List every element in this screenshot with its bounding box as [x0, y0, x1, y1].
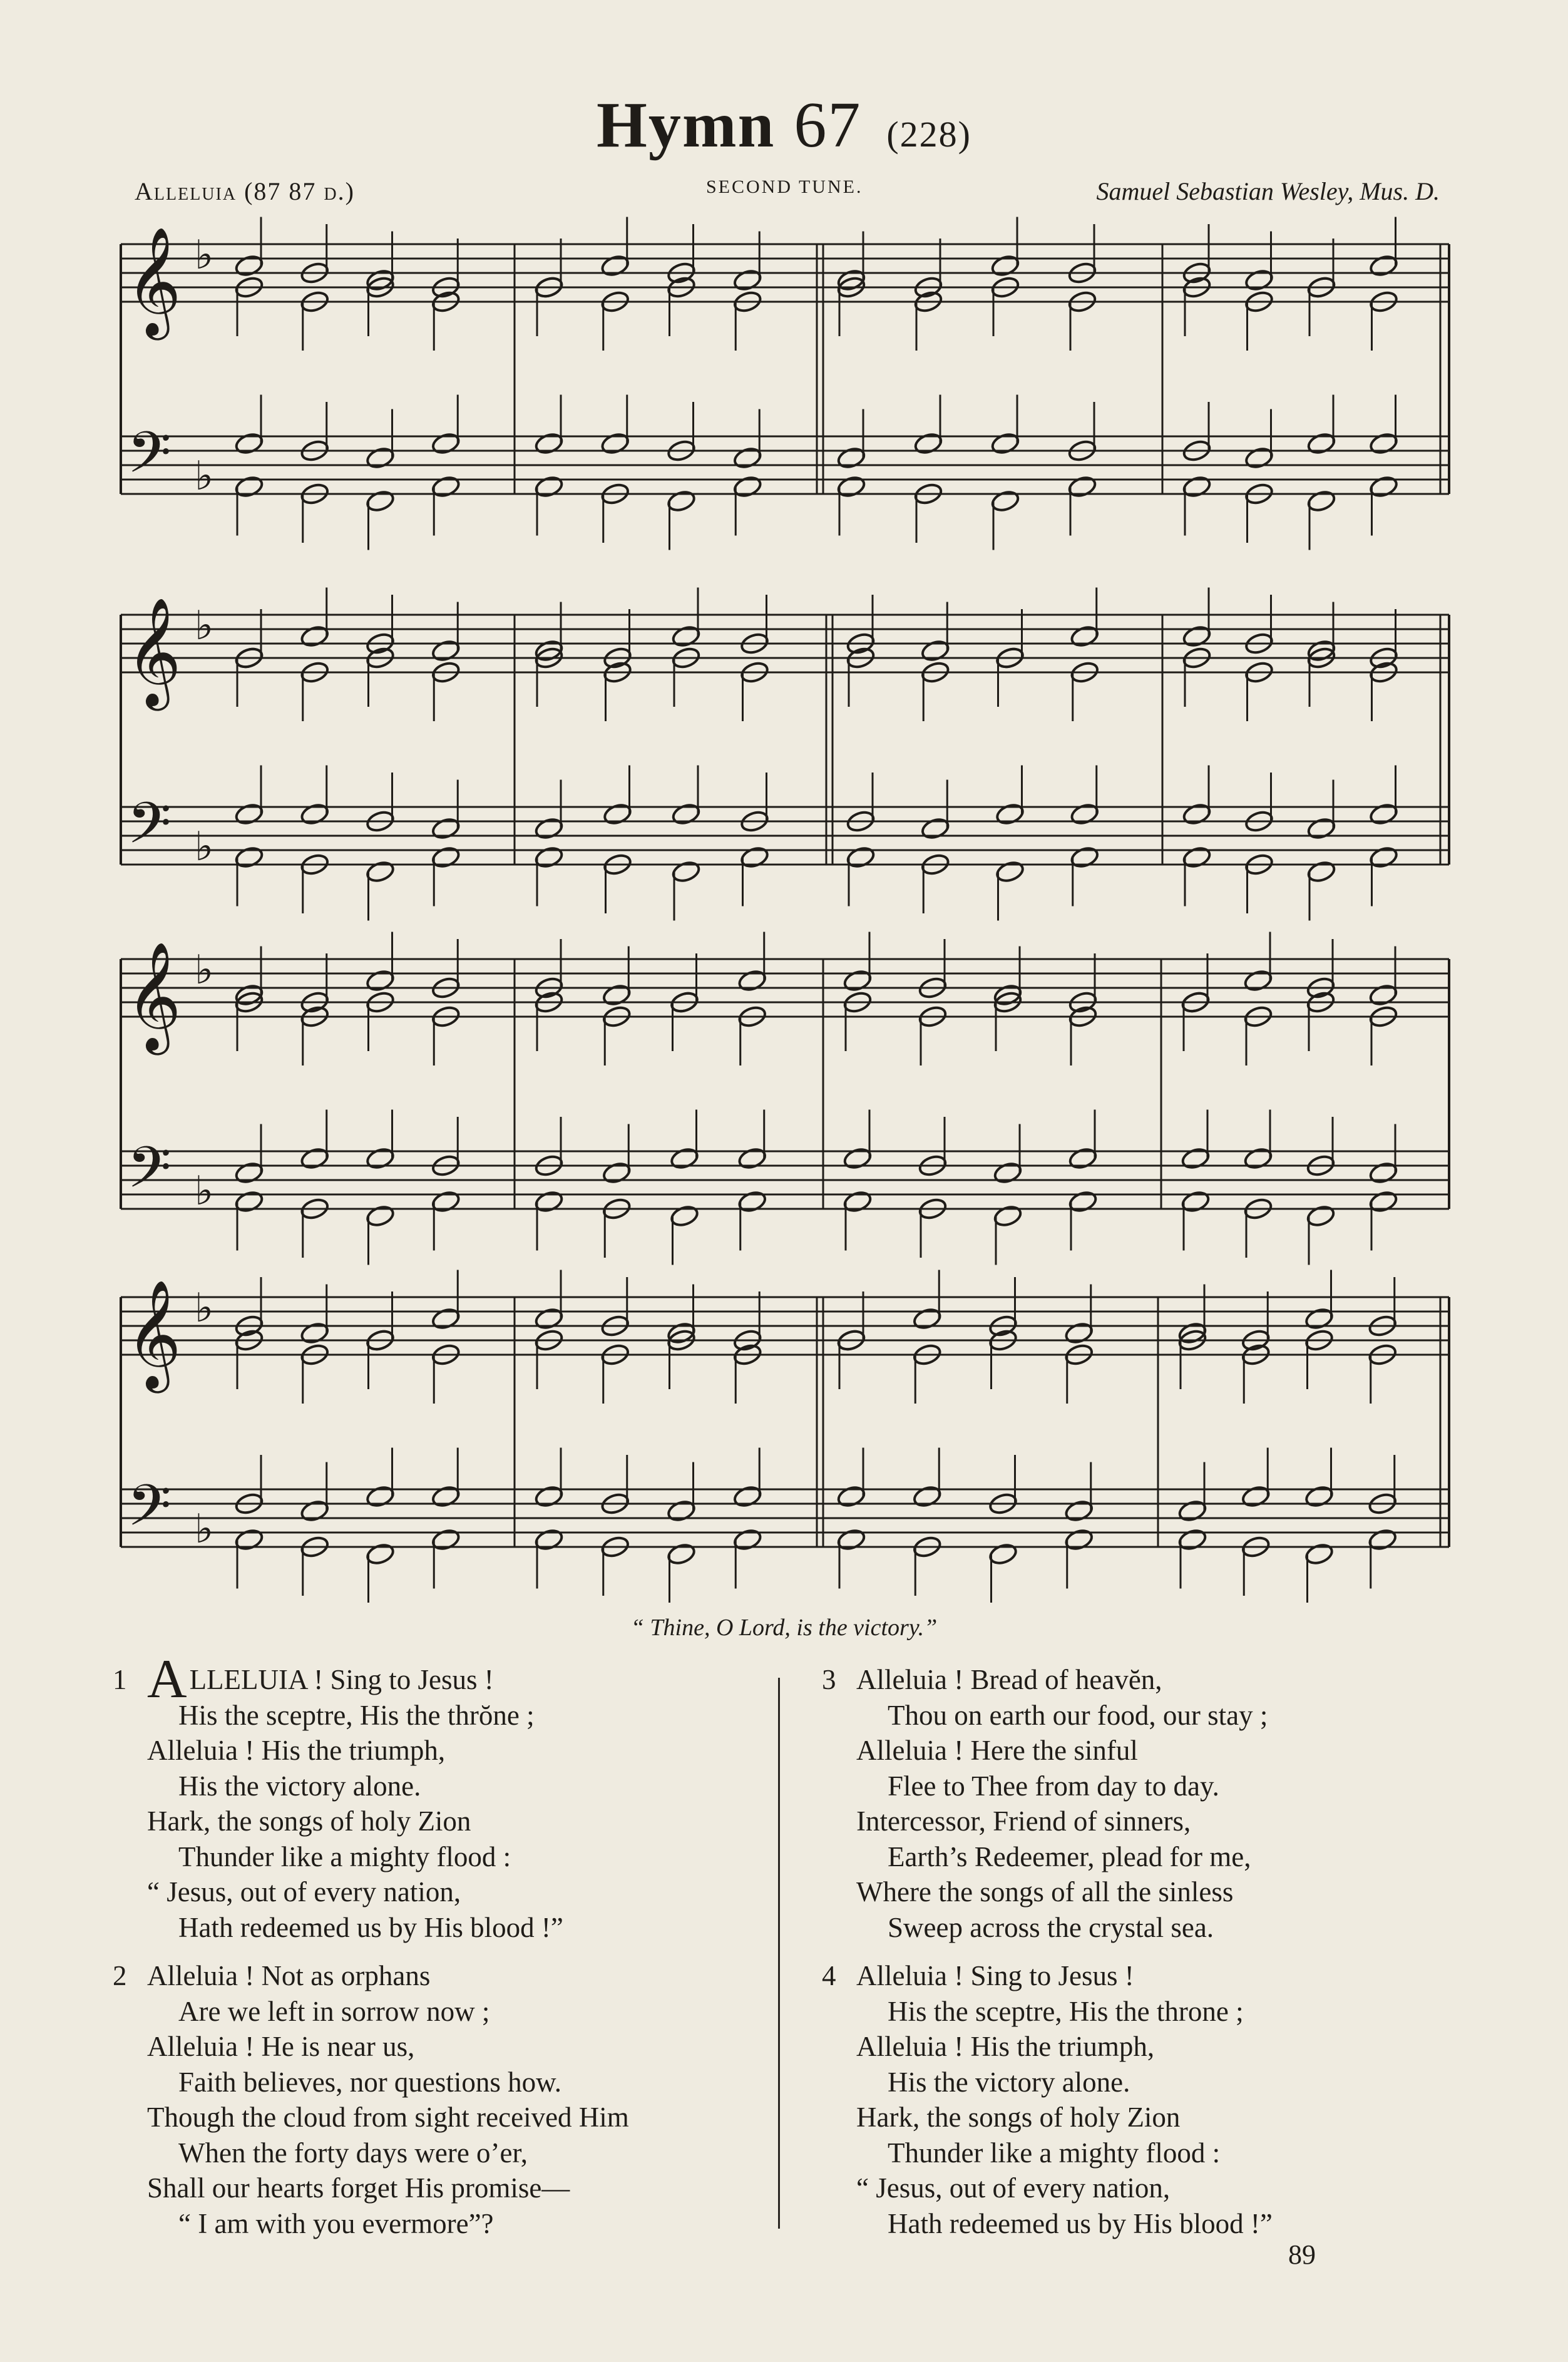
- verse-4: [822, 1958, 1273, 2241]
- note-head: [431, 1307, 461, 1331]
- treble-clef-icon: 𝄞: [126, 597, 182, 706]
- note-head: [1368, 983, 1398, 1007]
- column-divider: [778, 1678, 780, 2229]
- note-head: [1177, 1499, 1207, 1523]
- tune-label: SECOND TUNE.: [706, 177, 863, 197]
- note-head: [534, 1484, 564, 1509]
- verse-1: [113, 1649, 563, 1945]
- note-head: [912, 1307, 942, 1331]
- verse-line: ALLELUIA ! Sing to Jesus !: [147, 1649, 494, 1710]
- note-head: [300, 1146, 330, 1171]
- note-head: [737, 1146, 767, 1171]
- note-head: [431, 1189, 461, 1214]
- note-head: [1306, 816, 1336, 841]
- verse-2: [113, 1958, 629, 2241]
- verse-line: Hark, the songs of holy Zion: [856, 2102, 1181, 2133]
- verse-line: His the victory alone.: [888, 2066, 1130, 2098]
- note-head: [995, 802, 1025, 826]
- note-head: [843, 1189, 873, 1214]
- note-head: [1368, 475, 1398, 499]
- verse-line: “ Jesus, out of every nation,: [147, 1876, 461, 1908]
- note-head: [1244, 268, 1274, 292]
- note-head: [1306, 860, 1336, 884]
- note-head: [1243, 968, 1273, 993]
- note-head: [990, 489, 1020, 513]
- flat-icon: ♭: [195, 1285, 214, 1332]
- note-head: [431, 1528, 461, 1552]
- note-head: [431, 845, 461, 870]
- note-head: [912, 1484, 942, 1509]
- page-number: 89: [1288, 2239, 1316, 2270]
- note-head: [846, 845, 876, 870]
- note-head: [1068, 1189, 1098, 1214]
- note-head: [1243, 1146, 1273, 1171]
- note-head: [534, 1189, 564, 1214]
- alt-number: (228): [886, 114, 971, 155]
- note-head: [431, 431, 461, 456]
- note-head: [1244, 446, 1274, 470]
- note-head: [234, 1161, 264, 1185]
- note-head: [365, 1484, 395, 1509]
- verse-line: Hark, the songs of holy Zion: [147, 1805, 471, 1837]
- note-head: [1306, 1204, 1336, 1228]
- note-head: [1181, 1189, 1211, 1214]
- composer: Samuel Sebastian Wesley, Mus. D.: [1096, 177, 1440, 205]
- verse-line: Alleluia ! Not as orphans: [147, 1960, 431, 1991]
- note-head: [365, 860, 395, 884]
- note-head: [234, 802, 264, 826]
- flat-icon: ♭: [195, 603, 214, 649]
- note-head: [365, 968, 395, 993]
- verse-line: “ I am with you evermore”?: [178, 2207, 494, 2239]
- verse-line: Alleluia ! Sing to Jesus !: [856, 1960, 1134, 1991]
- tune-name: Alleluia (87 87 d.): [135, 177, 355, 205]
- note-head: [1306, 431, 1336, 456]
- note-head: [1181, 1146, 1211, 1171]
- note-head: [534, 1307, 564, 1331]
- flat-icon: ♭: [195, 824, 214, 870]
- note-head: [600, 431, 630, 456]
- note-head: [732, 446, 762, 470]
- note-head: [995, 860, 1025, 884]
- note-head: [1304, 1542, 1334, 1566]
- note-head: [1304, 1307, 1334, 1331]
- note-head: [671, 802, 701, 826]
- note-head: [365, 1204, 395, 1228]
- treble-clef-icon: 𝄞: [126, 227, 182, 336]
- note-head: [234, 845, 264, 870]
- verse-3: [822, 1662, 1268, 1945]
- verse-line: Though the cloud from sight received Him: [147, 2102, 629, 2133]
- note-head: [732, 475, 762, 499]
- verse-line: Alleluia ! Bread of heavĕn,: [856, 1664, 1162, 1695]
- note-head: [234, 475, 264, 499]
- verse-line: Where the songs of all the sinless: [856, 1876, 1234, 1908]
- verse-line: Hath redeemed us by His blood !”: [888, 2207, 1273, 2239]
- note-head: [534, 431, 564, 456]
- note-head: [1368, 802, 1398, 826]
- note-head: [1070, 802, 1100, 826]
- note-head: [920, 639, 950, 663]
- verse-line: Thou on earth our food, our stay ;: [888, 1699, 1268, 1731]
- note-head: [431, 475, 461, 499]
- verse-line: His the victory alone.: [178, 1770, 421, 1802]
- note-head: [534, 1528, 564, 1552]
- bass-clef-icon: 𝄢: [127, 1134, 172, 1214]
- flat-icon: ♭: [195, 1168, 214, 1214]
- note-head: [1368, 1528, 1398, 1552]
- note-head: [1368, 431, 1398, 456]
- note-head: [1304, 1484, 1334, 1509]
- drop-cap: A: [147, 1649, 187, 1710]
- verse-line: Earth’s Redeemer, plead for me,: [888, 1841, 1251, 1872]
- note-head: [534, 475, 564, 499]
- treble-clef-icon: 𝄞: [126, 942, 182, 1050]
- note-head: [739, 845, 769, 870]
- verse-line: Hath redeemed us by His blood !”: [178, 1911, 563, 1943]
- bass-clef-icon: 𝄢: [127, 419, 172, 500]
- note-head: [737, 1189, 767, 1214]
- note-head: [431, 639, 461, 663]
- note-head: [1368, 1189, 1398, 1214]
- verse-number: 1: [113, 1664, 127, 1695]
- note-head: [534, 845, 564, 870]
- verse-line: His the sceptre, His the thrŏne ;: [178, 1699, 535, 1731]
- note-head: [666, 489, 696, 513]
- flat-icon: ♭: [195, 453, 214, 500]
- note-head: [365, 1542, 395, 1566]
- note-head: [1177, 1528, 1207, 1552]
- note-head: [234, 254, 264, 278]
- note-head: [990, 254, 1020, 278]
- flat-icon: ♭: [195, 232, 214, 279]
- note-head: [431, 816, 461, 841]
- note-head: [1070, 845, 1100, 870]
- bass-clef-icon: 𝄢: [127, 790, 172, 870]
- note-head: [234, 1528, 264, 1552]
- verse-line: Alleluia ! Here the sinful: [856, 1735, 1138, 1766]
- note-head: [300, 802, 330, 826]
- bass-clef-icon: 𝄢: [127, 1472, 172, 1553]
- note-head: [732, 268, 762, 292]
- note-head: [1068, 1146, 1098, 1171]
- note-head: [365, 489, 395, 513]
- note-head: [602, 983, 632, 1007]
- note-head: [737, 968, 767, 993]
- verse-line: Thunder like a mighty flood :: [178, 1841, 511, 1872]
- verse-number: 3: [822, 1664, 836, 1695]
- verse-number: 2: [113, 1960, 127, 1991]
- note-head: [1064, 1499, 1094, 1523]
- treble-clef-icon: 𝄞: [126, 1280, 182, 1389]
- note-head: [1182, 802, 1212, 826]
- flat-icon: ♭: [195, 947, 214, 994]
- note-head: [1368, 254, 1398, 278]
- verse-line: Intercessor, Friend of sinners,: [856, 1805, 1191, 1837]
- note-head: [836, 1484, 866, 1509]
- flat-icon: ♭: [195, 1506, 214, 1553]
- note-head: [602, 1161, 632, 1185]
- note-head: [300, 1499, 330, 1523]
- note-head: [671, 860, 701, 884]
- note-head: [1182, 845, 1212, 870]
- note-head: [365, 446, 395, 470]
- note-head: [732, 1484, 762, 1509]
- note-head: [671, 624, 701, 649]
- verse-line: Sweep across the crystal sea.: [888, 1911, 1214, 1943]
- note-head: [1182, 624, 1212, 649]
- note-head: [1070, 624, 1100, 649]
- note-head: [669, 1204, 699, 1228]
- note-head: [836, 1528, 866, 1552]
- verse-line: Alleluia ! His the triumph,: [147, 1735, 446, 1766]
- note-head: [234, 431, 264, 456]
- title-word: Hymn: [596, 89, 776, 161]
- note-head: [1368, 1161, 1398, 1185]
- note-head: [993, 1204, 1023, 1228]
- note-head: [234, 1189, 264, 1214]
- verse-line: Are we left in sorrow now ;: [178, 1995, 490, 2027]
- note-head: [666, 1499, 696, 1523]
- verse-line: Shall our hearts forget His promise—: [147, 2172, 570, 2204]
- note-head: [1067, 475, 1097, 499]
- note-head: [843, 968, 873, 993]
- note-head: [913, 431, 943, 456]
- note-head: [534, 816, 564, 841]
- title-number: 67: [794, 89, 862, 161]
- note-head: [1306, 489, 1336, 513]
- note-head: [988, 1542, 1018, 1566]
- note-head: [993, 1161, 1023, 1185]
- note-head: [843, 1146, 873, 1171]
- note-head: [1241, 1484, 1271, 1509]
- verse-line: Faith believes, nor questions how.: [178, 2066, 562, 2098]
- verse-line: Alleluia ! His the triumph,: [856, 2031, 1155, 2062]
- note-head: [1368, 845, 1398, 870]
- note-head: [431, 1484, 461, 1509]
- verse-line: “ Jesus, out of every nation,: [856, 2172, 1171, 2204]
- note-head: [300, 624, 330, 649]
- note-head: [836, 446, 866, 470]
- note-head: [600, 254, 630, 278]
- verse-line: His the sceptre, His the throne ;: [888, 1995, 1244, 2027]
- note-head: [602, 802, 632, 826]
- verse-line: When the forty days were o’er,: [178, 2137, 528, 2169]
- note-head: [666, 1542, 696, 1566]
- note-head: [920, 816, 950, 841]
- note-head: [1064, 1321, 1094, 1345]
- note-head: [836, 475, 866, 499]
- note-head: [365, 1146, 395, 1171]
- note-head: [732, 1528, 762, 1552]
- verse-number: 4: [822, 1960, 836, 1991]
- verse-line: Thunder like a mighty flood :: [888, 2137, 1221, 2169]
- verse-line: Alleluia ! He is near us,: [147, 2031, 415, 2062]
- note-head: [1064, 1528, 1094, 1552]
- note-head: [1182, 475, 1212, 499]
- verse-line: Flee to Thee from day to day.: [888, 1770, 1219, 1802]
- note-head: [669, 1146, 699, 1171]
- note-head: [300, 1321, 330, 1345]
- epigraph: “ Thine, O Lord, is the victory.”: [630, 1615, 938, 1641]
- note-head: [990, 431, 1020, 456]
